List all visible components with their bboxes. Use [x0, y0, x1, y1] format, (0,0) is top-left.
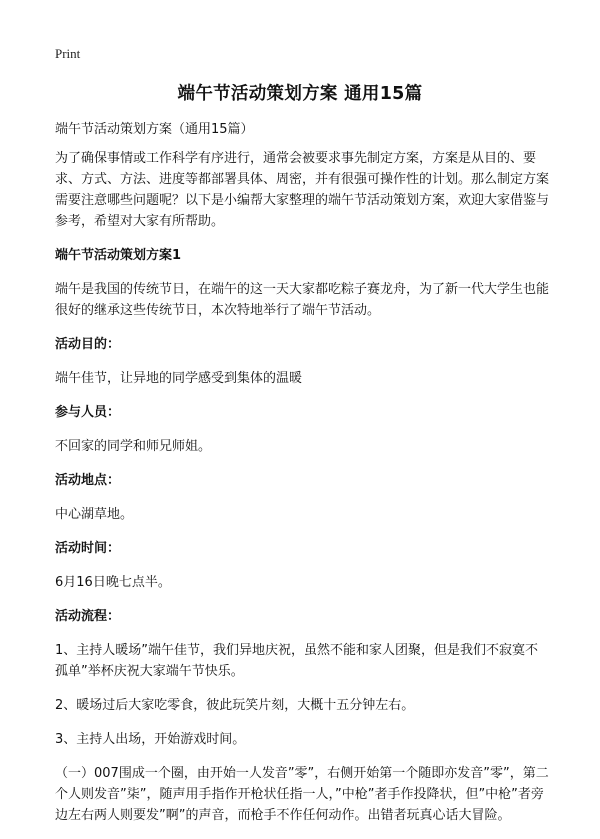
- section-heading: 端午节活动策划方案1: [55, 248, 182, 263]
- time-heading: 活动时间：: [55, 541, 121, 556]
- document-subtitle: 端午节活动策划方案（通用15篇）: [55, 122, 254, 137]
- process-step: 2、暖场过后大家吃零食，彼此玩笑片刻，大概十五分钟左右。: [55, 698, 415, 713]
- participants-heading: 参与人员：: [55, 405, 121, 420]
- location-heading: 活动地点：: [55, 473, 121, 488]
- purpose-text: 端午佳节，让异地的同学感受到集体的温暖: [55, 371, 303, 386]
- print-link[interactable]: Print: [55, 46, 81, 61]
- process-step: （一）007围成一个圈，由开始一人发音”零”，右侧开始第一个随即亦发音”零”，第二个人则发音”柒”，随声用手指作开枪状任指一人，”中枪”者手作投降状，但”中枪”者旁边左右两人则要发”啊”的声音，而枪手不作任何动作。出错者玩真心话大冒险。: [55, 766, 549, 823]
- document-body: [55, 119, 549, 839]
- process-step: 1、主持人暖场”端午佳节，我们异地庆祝，虽然不能和家人团聚，但是我们不寂寞不孤单”举杯庆祝大家端午节快乐。: [55, 643, 539, 679]
- purpose-heading: 活动目的：: [55, 337, 121, 352]
- process-step: 3、主持人出场，开始游戏时间。: [55, 732, 246, 747]
- page-title: 端午节活动策划方案 通用15篇: [177, 84, 423, 104]
- participants-text: 不回家的同学和师兄师姐。: [55, 439, 212, 454]
- location-text: 中心湖草地。: [55, 507, 134, 522]
- intro-paragraph: 为了确保事情或工作科学有序进行，通常会被要求事先制定方案，方案是从目的、要求、方式、方法、进度等都部署具体、周密，并有很强可操作性的计划。那么制定方案需要注意哪些问题呢？以下是小编帮大家整理的端午节活动策划方案，欢迎大家借鉴与参考，希望对大家有所帮助。: [55, 151, 550, 229]
- section-intro-paragraph: 端午是我国的传统节日，在端午的这一天大家都吃粽子赛龙舟，为了新一代大学生也能很好的继承这些传统节日，本次特地举行了端午节活动。: [55, 282, 550, 318]
- time-text: 6月16日晚七点半。: [55, 575, 171, 590]
- process-heading: 活动流程：: [55, 609, 121, 624]
